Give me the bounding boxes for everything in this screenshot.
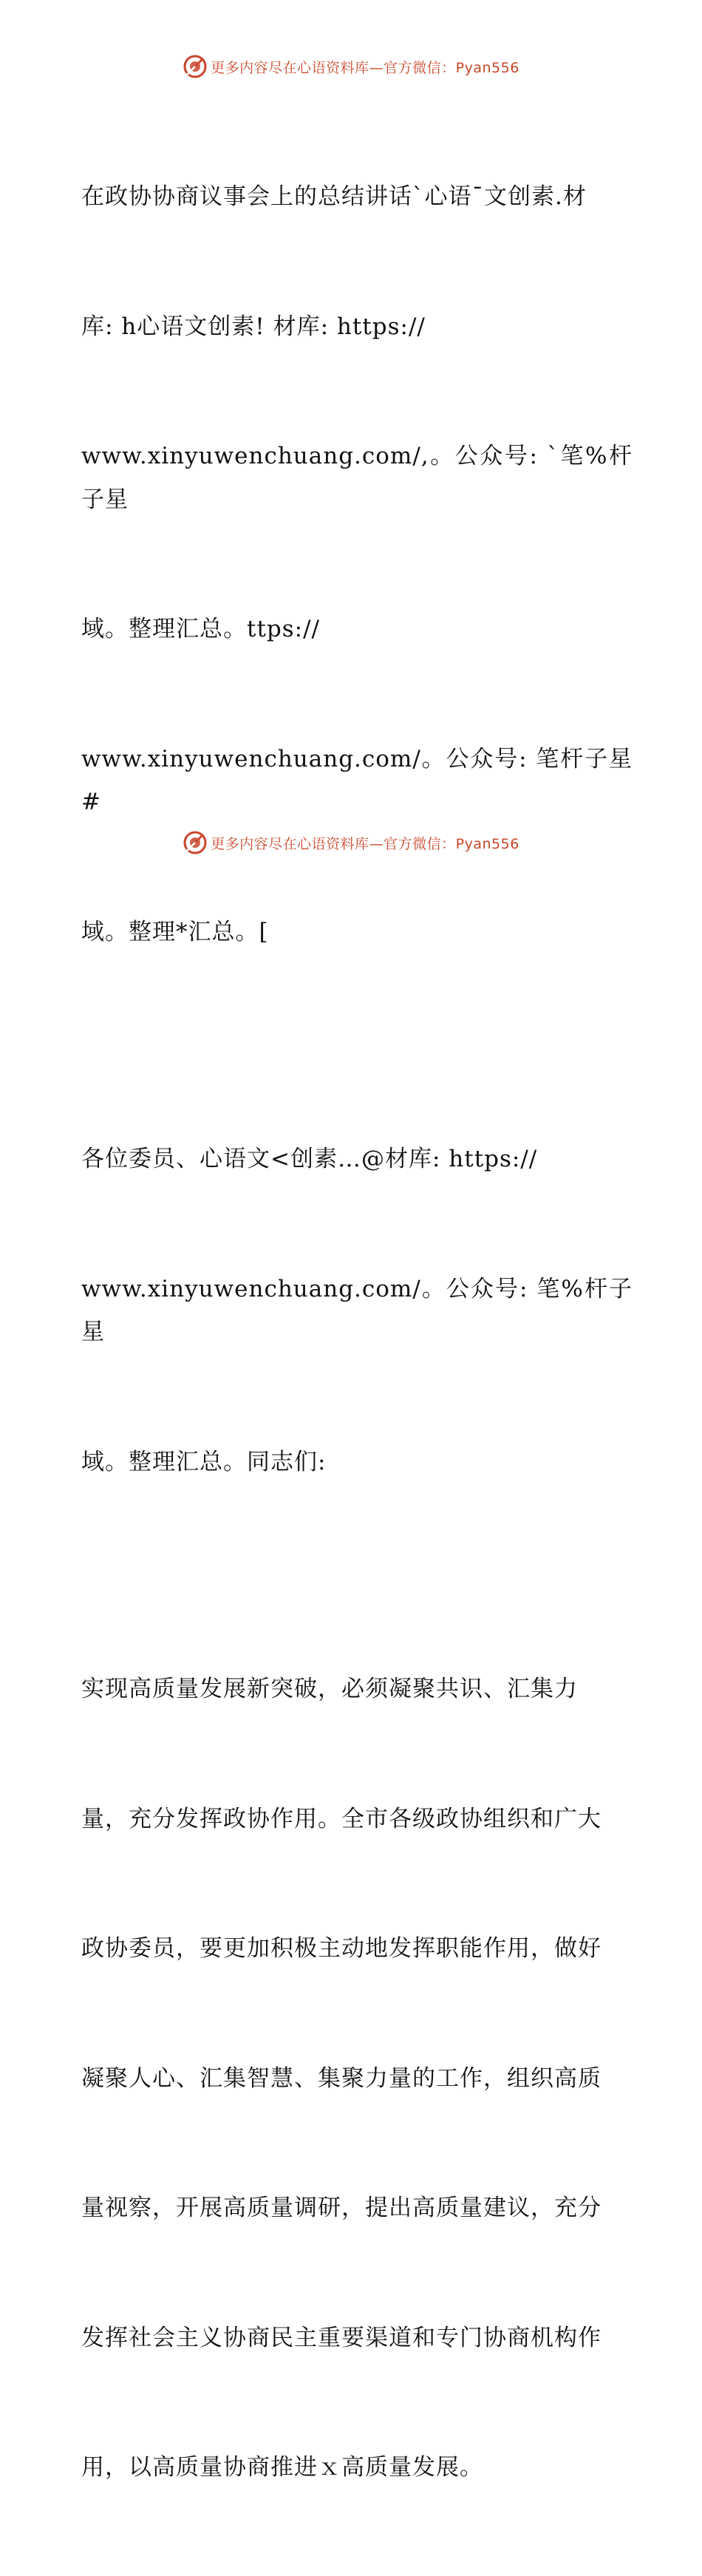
text-line: 用，以高质量协商推进ｘ高质量发展。 [81,2454,483,2481]
paragraph-title [71,89,633,1040]
text-line: 各位委员、心语文<创素…@材库: https:// [81,1146,538,1172]
text-line: 政协委员，要更加积极主动地发挥职能作用，做好 [81,1935,602,1962]
text-line: 凝聚人心、汇集智慧、集聚力量的工作，组织高质 [81,2064,602,2092]
text-line: 库: h心语文创素! 材库: https:// [81,313,426,340]
paragraph-body [71,1581,633,2576]
footer-watermark [0,828,702,857]
text-line: 实现高质量发展新突破，必须凝聚共识、汇集力 [81,1676,578,1702]
paragraph-salutation [71,1051,633,1570]
text-line: www.xinyuwenchuang.com/。公众号: 笔%杆子星 [81,1275,633,1345]
text-line: 在政协协商议事会上的总结讲话`心语¯文创素.材 [81,183,587,210]
watermark-text: 更多内容尽在心语资料库—官方微信：Pyan556 [211,59,519,76]
text-line: www.xinyuwenchuang.com/,。公众号: `笔%杆子星 [81,443,633,513]
text-line: www.xinyuwenchuang.com/。公众号: 笔杆子星# [81,745,633,815]
text-line: 域。整理汇总。ttps:// [81,616,321,642]
pen-logo-icon [183,54,208,79]
pen-logo-icon [183,830,208,855]
document-body [71,89,633,2576]
text-line: 量，充分发挥政协作用。全市各级政协组织和广大 [81,1805,602,1832]
text-line: 发挥社会主义协商民主重要渠道和专门协商机构作 [81,2324,602,2351]
header-watermark [0,52,702,81]
text-line: 量视察，开展高质量调研，提出高质量建议，充分 [81,2195,602,2221]
text-line: 域。整理*汇总。[ [81,918,269,945]
text-line: 域。整理汇总。同志们: [81,1448,327,1475]
watermark-text: 更多内容尽在心语资料库—官方微信：Pyan556 [211,835,519,852]
